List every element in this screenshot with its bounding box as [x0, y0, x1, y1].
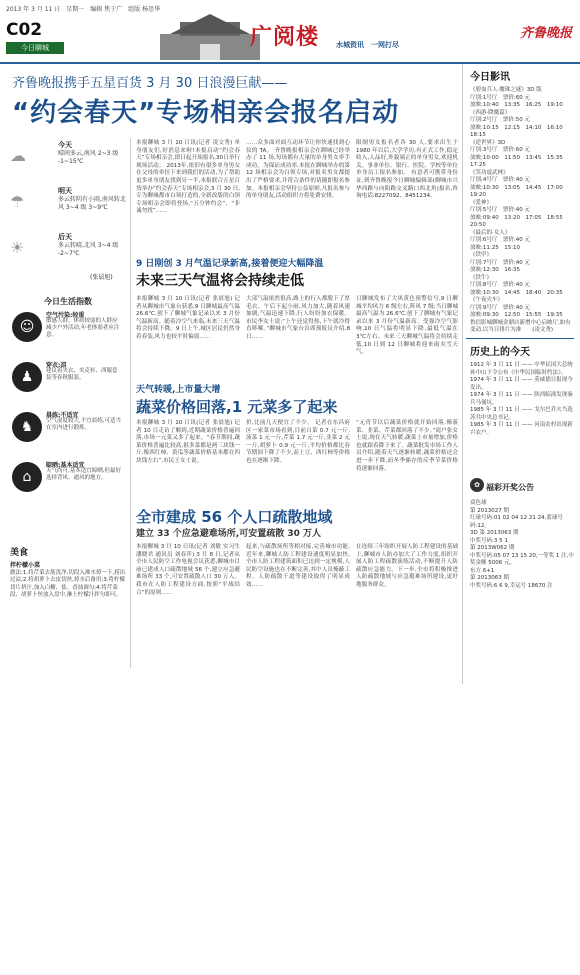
tip-name: 空气污染:较重: [46, 312, 85, 319]
movie-list: [466, 87, 574, 335]
list-item: 《碧血兵人·魔珠之谜》3D 版: [470, 87, 542, 93]
weather-desc: 多云转阴有小雨,南风转北风 3~4 级 3~9℃: [58, 196, 126, 211]
food-title: 美食: [10, 548, 29, 558]
partly-cloudy-icon: ☁: [10, 146, 26, 165]
list-item: 1985 年 3 月 11 日 —— 河南农村出现新兴农户。: [470, 422, 573, 436]
lead-headline: “约会春天”专场相亲会报名启动: [12, 98, 400, 128]
list-item: 双色球: [470, 500, 487, 506]
weather-source: (张晨旭): [90, 274, 113, 281]
lottery-icon: ✿: [470, 478, 484, 492]
list-item: 《铁甲》: [470, 252, 493, 258]
weather-day: 明天: [58, 187, 72, 195]
list-item: 中奖号码:05 07 13 15 20,一等奖 1 注,中奖金额 5006 元。: [470, 552, 574, 566]
story4-deck: 建立 33 个应急避难场所,可安置疏散 30 万人: [136, 529, 322, 539]
movies-title: 今日影讯: [470, 72, 510, 83]
run-icon: ♞: [12, 412, 42, 442]
weather-today: [8, 140, 128, 182]
tip-text: 敏感人群、体质较弱的人群应减少户外活动,年老体弱者应注意。: [46, 318, 120, 338]
weather-day: 今天: [58, 141, 72, 149]
list-item: 1974 年 3 月 11 日 —— 英威德日报现今发出。: [470, 377, 573, 391]
list-item: 《午夜火车》: [470, 297, 504, 303]
list-item: 1985 年 3 月 11 日 —— 戈尔巴乔夫当选苏共中央总书记。: [470, 407, 573, 421]
list-item: 中奖号码:3 5 1: [470, 537, 508, 544]
history-list: [466, 362, 574, 437]
list-item: 《笑功震武林》: [470, 169, 509, 176]
welfare-title: 福彩开奖公告: [486, 483, 534, 492]
weather-tomorrow: [8, 186, 128, 228]
mask-icon: ☺: [12, 312, 42, 342]
tip-text: 建议着夹衣、夹克衫、西服套装等春秋服装。: [46, 368, 118, 381]
list-item: 厅别:5号厅 票价:40 元: [470, 207, 530, 213]
story3-col-1: 本报聊城 3 月 10 日讯(记者 张晨旭) 记者 10 日走访了解到,近期蔬菜价格普遍回落,市场一元菜又多了起来。“春节期间,蔬菜价格普遍比较高,很多菜都是两三块钱一斤,像西红柿、黄瓜等蔬菜价格基本都在四块钱左右”,市民王女士说。: [136, 420, 240, 464]
lead-col-2: ……众多面对面互动环节让你快速找到心仪的 TA。 齐鲁晚报相亲会在聊城已经举办了 11 场,每场都有大量的单身男女牵手成功。为保证成功率,本报在聊城举办的第 12 场相亲会为白领专场,对报名男女都提出了严格要求,并符合条件的请随即报名参加。本报相亲会坚持公益原则,凡报名参与的单身朋友,活动组织方将免费安排。: [246, 140, 350, 200]
life-index-item: [12, 410, 124, 454]
rain-icon: ☂: [10, 192, 25, 211]
lead-col-3: 限制男女报名者各 30 人,要求出生于 1980 年以后,大学学历,有正式工作,稳定收入,人品好,外貌端正的单身男女,欢迎机关、事业单位、银行、医院、学校等单位单身员工报名参加。 有意者可携带身份证,到齐鲁晚报今日聊城编辑部(聊城市兴华西路与向阳路交叉路口西北角)报名,咨询电话:8227092、8451234。: [356, 140, 458, 200]
list-item: 1912 年 3 月 11 日 —— 中华民国大总统孙中山下令公布《中华民国临时约法》。: [470, 362, 573, 376]
list-item: 《西游·降魔篇》: [470, 109, 511, 116]
weather-day: 后天: [58, 233, 72, 241]
shirt-icon: ♟: [12, 362, 42, 392]
list-item: 鲁信影城聊城金鼎店新增中心启映厅,如有变动,以当日排片为准 (凌文秀): [470, 319, 571, 333]
life-index-item: [12, 460, 124, 504]
story3-col-3: “元宵节以后蔬菜价格就开始回落,像菠菜、韭菜、芹菜都回落了不少。”商户张女士说,现在天气转暖,蔬菜上市量增加,价格也就跟着降下来了。蔬菜批发市场工作人员介绍,随着天气逐渐转暖,蔬菜价格还会进一步下降,而冬季储存的反季节菜价格将逐渐回落。: [356, 420, 458, 472]
list-item: 厅别:1号厅 票价:60 元: [470, 94, 530, 101]
history-box: [466, 338, 574, 437]
life-index-title: 今日生活指数: [44, 297, 92, 306]
list-item: 厅别:9号厅 票价:40 元: [470, 304, 530, 311]
tip-name: 晨练:不适宜: [46, 412, 79, 419]
tip-text: 天气尚可,基本适宜晾晒,但最好选择背风、通风的地方。: [46, 468, 121, 481]
list-item: 《铁牛》: [470, 274, 493, 281]
life-index-item: [12, 310, 124, 354]
list-item: 厅别:2号厅 票价:50 元: [470, 117, 530, 123]
list-item: 《最后的·女人》: [470, 229, 511, 236]
list-item: 厅别:8号厅 票价:40 元: [470, 282, 530, 288]
list-item: 1974 年 3 月 11 日 —— 陕西临潼发现秦兵马俑坑。: [470, 392, 573, 406]
welfare-list: [466, 500, 574, 590]
lead-col-1: 本报聊城 3 月 10 日讯(记者 凌文秀) 单身朋友们,好消息来啦!本报启动“约会春天”专场相亲会,即日起开始报名,30日举行现场活动。 2013年,依旧有很多单身男女在父母的牵挂下来到我们的活动,为了帮助更多单身朋友找到另一半,本报联合五星百货举办“约会春天”专场相亲会,3 月 30 日,专为聊城都市白领打造的,全新改版的白领专场相亲会即将登场,“五分钟约会”、“非诚勿扰”……: [136, 140, 240, 215]
story2-kicker: 9 日刚创 3 月气温记录新高,接着便迎大幅降温: [136, 259, 324, 269]
story4-col-2: 起来,与疏散场所等相对接,完善城市功能,近年来,聊城人防工程建设速度明显加快,全市人防工程建筑面积已达到一定规模,人民防空设施也在不断完善,其中人员掩蔽工程、人防疏散干道等建设取得了明显成效……: [246, 544, 350, 588]
list-item: 中奖号码:6 6 9,幸运号 18670 注: [470, 582, 553, 589]
tip-name: 晾晒:基本适宜: [46, 462, 85, 469]
sun-cloud-icon: ☀: [10, 238, 25, 257]
tip-text: 空气湿度较大,不宜晨练,可适当在室内进行锻炼。: [46, 418, 121, 431]
brand-title: 广阅楼: [250, 25, 320, 50]
list-item: 《爱神》: [470, 199, 493, 206]
list-item: 放映:12:30 16:35: [470, 267, 521, 273]
list-item: 第 2013W062 期: [470, 545, 515, 551]
list-item: 红球号码:01 02 04 12 21 24,蓝球号码:12。: [470, 515, 563, 529]
list-item: 放映:10:00 11:50 13:45 15:35 17:25: [470, 154, 569, 168]
section-tag: 今日聊城: [6, 42, 64, 54]
list-item: 第 2013027 期: [470, 507, 509, 514]
list-item: 放映:09:40 13:20 17:05 18:55 20:50: [470, 214, 569, 228]
list-item: 放映:10:30 13:05 14:45 17:00 19:20: [470, 184, 569, 198]
list-item: 放映:10:30 14:45 18:40 20:35: [470, 289, 563, 296]
weather-desc: 晴间多云,南风 2~3 级 -1~15℃: [58, 150, 119, 165]
tip-name: 穿衣:凉: [46, 362, 67, 369]
life-index-item: [12, 360, 124, 404]
list-item: 放映:09:30 12:50 15:55 19:35: [470, 312, 563, 318]
weather-day-after: [8, 232, 128, 274]
page-number: C02: [6, 20, 43, 40]
list-item: 放映:11:25 15:10: [470, 244, 521, 251]
list-item: 厅别:3号厅 票价:60 元: [470, 147, 530, 153]
list-item: 厅别:7号厅 票价:40 元: [470, 259, 530, 266]
hanger-icon: ⌂: [12, 462, 42, 492]
story4-col-1: 本报聊城 3 月 10 日讯(记者 刘敏 实习生 潘晓君 通讯员 刘春萍) 3 月 8 日,记者从全市人民防空工作电视会议获悉,聊城市目前已建成人口疏散地域 56 个,建立应急避难场所 33 个,可安置疏散人口 30 万人。 我市在人防工程建设方面,按照“平战结合”的原则……: [136, 544, 240, 596]
list-item: 东方 6+1: [470, 567, 495, 574]
weather-box: [8, 140, 128, 278]
story3-headline: 蔬菜价格回落,1 元菜多了起来: [136, 398, 338, 416]
list-item: 放映:10:15 12:15 14:10 16:10 18:15: [470, 124, 569, 138]
story2-headline: 未来三天气温将会持续走低: [136, 273, 304, 289]
story2-col-2: 大部气温依然很高,路上的行人都脱下了厚毛衣。午后下起小雨,风力加大,随着风速加剧,气温迅速下降,行人纷纷加衣保暖。市民李女士说:“上午还觉得热,下午就冷得直哆嗦。”聊城市气象台首席预报员介绍,8 日……: [246, 296, 350, 340]
story3-kicker: 天气转暖,上市量大增: [136, 385, 221, 395]
dateline: 2013 年 3 月 11 日 星期一 编辑 焦于广 组版 杨思华: [6, 6, 161, 13]
column-divider: [462, 64, 463, 684]
column-divider: [130, 138, 131, 668]
story4-col-3: 在连续三年组织开展人防工程建设的基础上,聊城市人防办加大了工作力度,组织开展人防工程疏散演练活动,不断提升人防疏散应急能力。下一步,全市将积极推进人防疏散地域与应急避难场所建设,更好地服务群众。: [356, 544, 458, 588]
movie-listings: [466, 64, 574, 335]
brand-subtitle: 水城资讯 一网打尽: [336, 41, 399, 49]
food-text: 做法:1.将芹菜去筋洗净,切段入沸水焯一下,捞出过凉;2.将胡萝卜去皮切丝,焯水后备用;3.将柠檬切片挤汁,加入白糖、盐、香油调匀;4.将芹菜段、胡萝卜丝放入盘中,淋上柠檬汁拌匀即可。: [10, 570, 126, 599]
list-item: 厅别:4号厅 票价:40 元: [470, 177, 530, 183]
list-item: 厅别:6号厅 票价:40 元: [470, 237, 530, 243]
list-item: 3D 第 2013063 期: [470, 530, 519, 536]
list-item: 第 2013063 期: [470, 575, 509, 581]
story2-col-3: 日聊城发布了大风黄色预警信号,9 日聊城平均风力 6 级左右,阵风 7 级;当日聊城最高气温为 26.6℃,创下了聊城有气象记录以来 3 月份气温新高。受强冷空气影响,10 日气温将明显下降,最低气温在 3℃左右。未来三天聊城气温将会持续走低,10 日到 12 日聊城将迎来雨夹雪天气。: [356, 296, 458, 356]
food-subtitle: 拌柠檬小菜: [10, 562, 41, 569]
list-item: 放映:10:40 13:35 16:25 19:10: [470, 102, 563, 108]
lead-kicker: 齐鲁晚报携手五星百货 3 月 30 日浪漫巨献——: [12, 76, 288, 91]
story2-col-1: 本报聊城 3 月 10 日讯(记者 张晨旭) 记者从聊城市气象台获悉,9 日聊城最高气温 26.6℃,创下了聊城气象记录以来 3 月份气温新高。随着冷空气来临,未来三天气温将会持续下降。9 日上午,城区居民仍然身着春装,风力也较平时偏弱……: [136, 296, 240, 340]
story3-col-2: 价,比前几天便宜了不少。 记者在东昌府区一家菜市场看到,目前白菜 0.7 元一斤,菠菜 1 元一斤,芹菜 1.7 元一斤,韭菜 2 元一斤,胡萝卜 0.9 元一斤,平均价格都比春节期间下降了不少,而土豆、西红柿等价格也在逐渐下降。: [246, 420, 350, 464]
history-title: 历史上的今天: [470, 347, 530, 358]
weather-desc: 多云转晴,北风 3~4 级 -2~7℃: [58, 242, 119, 257]
list-item: 《逆世界》3D: [470, 139, 506, 146]
paper-logo: 齐鲁晚报: [519, 26, 572, 41]
story4-headline: 全市建成 56 个人口疏散地域: [136, 508, 333, 526]
